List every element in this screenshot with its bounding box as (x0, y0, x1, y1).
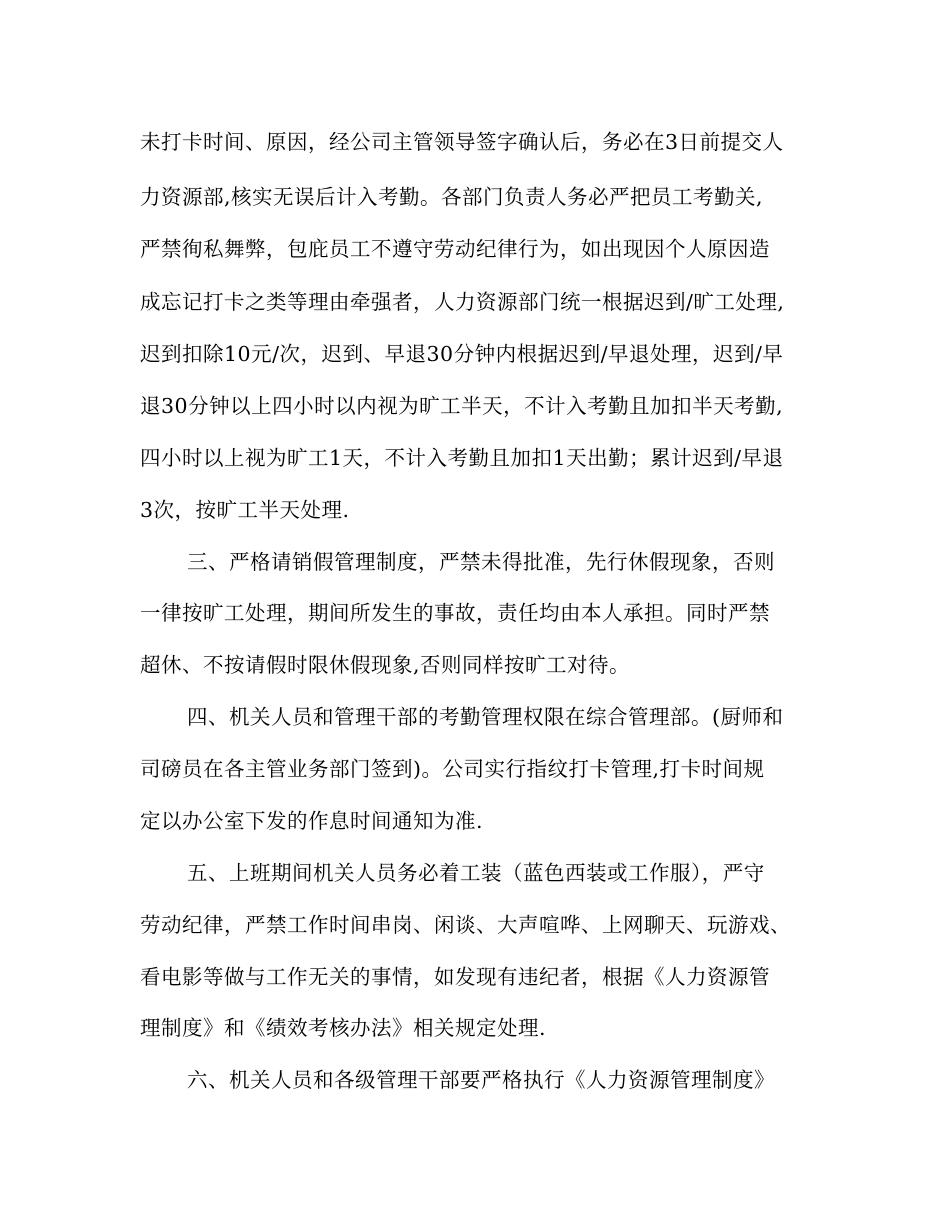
paragraph-first-line: 五、上班期间机关人员务必着工装（蓝色西装或工作服），严守 (187, 861, 765, 885)
text-line: 劳动纪律，严禁工作时间串岗、闲谈、大声喧哗、上网聊天、玩游戏、 (140, 913, 791, 937)
text-line: 司磅员在各主管业务部门签到)。公司实行指纹打卡管理,打卡时间规 (140, 757, 765, 781)
text-line: 一律按旷工处理，期间所发生的事故，责任均由本人承担。同时严禁 (140, 601, 770, 625)
text-line: 看电影等做与工作无关的事情，如发现有违纪者，根据《人力资源管 (140, 965, 770, 989)
text-line: 四小时以上视为旷工1天，不计入考勤且加扣1天出勤；累计迟到/早退 (140, 446, 784, 470)
text-line: 退30分钟以上四小时以内视为旷工半天，不计入考勤且加扣半天考勤, (140, 394, 784, 418)
text-line: 未打卡时间、原因，经公司主管领导签字确认后，务必在3日前提交人 (140, 130, 784, 154)
text-line: 迟到扣除10元/次，迟到、早退30分钟内根据迟到/早退处理，迟到/早 (140, 342, 784, 366)
text-line: 成忘记打卡之类等理由牵强者，人力资源部门统一根据迟到/旷工处理, (140, 290, 785, 314)
text-line: 3次，按旷工半天处理. (140, 498, 350, 522)
text-line: 严禁徇私舞弊，包庇员工不遵守劳动纪律行为，如出现因个人原因造 (140, 237, 770, 261)
paragraph-first-line: 三、严格请销假管理制度，严禁未得批准，先行休假现象，否则 (187, 550, 775, 574)
paragraph-first-line: 六、机关人员和各级管理干部要严格执行《人力资源管理制度》 (187, 1068, 775, 1092)
text-line: 定以办公室下发的作息时间通知为准. (140, 809, 484, 833)
text-line: 力资源部,核实无误后计入考勤。各部门负责人务必严把员工考勤关, (140, 185, 764, 209)
text-line: 超休、不按请假时限休假现象,否则同样按旷工对待。 (140, 653, 631, 677)
paragraph-first-line: 四、机关人员和管理干部的考勤管理权限在综合管理部。(厨师和 (187, 705, 784, 729)
text-line: 理制度》和《绩效考核办法》相关规定处理. (140, 1016, 547, 1040)
